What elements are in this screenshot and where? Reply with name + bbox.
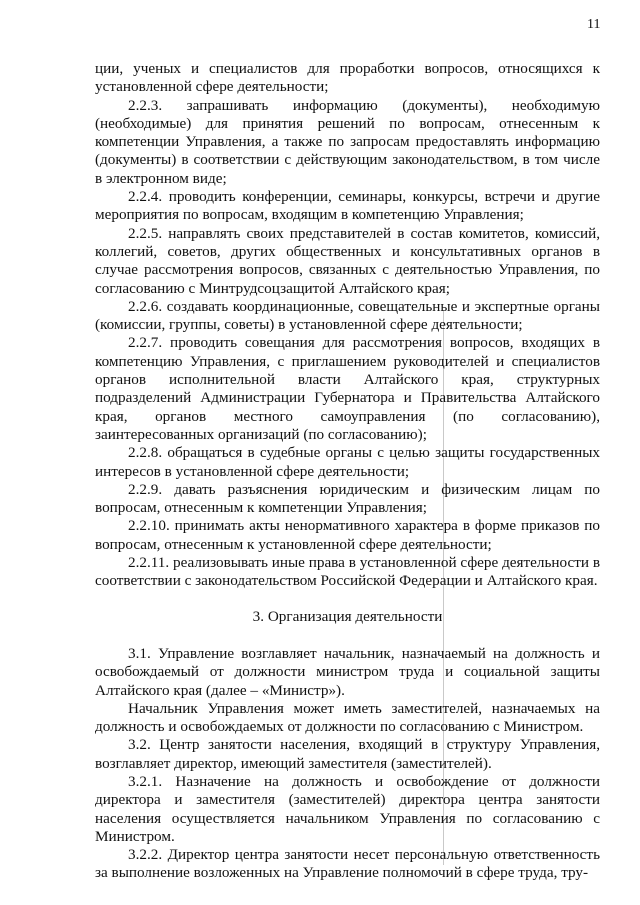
paragraph-2-2-4: 2.2.4. проводить конференции, семинары, конкурсы, встречи и другие мероприятия по вопросам, входящим в компетенцию Управления; — [95, 188, 600, 224]
paragraph-2-2-6: 2.2.6. создавать координационные, совещательные и экспертные органы (комиссии, группы, советы) в установленной сфере деятельности; — [95, 297, 600, 334]
paragraph-deputies: Начальник Управления может иметь заместителей, назначаемых на должность и освобождаемых от должности по согласованию с Министром. — [95, 699, 600, 736]
paragraph-2-2-10: 2.2.10. принимать акты ненормативного характера в форме приказов по вопросам, отнесенным к установленной сфере деятельности; — [95, 517, 600, 553]
paragraph-3-1: 3.1. Управление возглавляет начальник, назначаемый на должность и освобождаемый от должности министром труда и социальной защиты Алтайского края (далее – «Министр»). — [95, 644, 600, 699]
paragraph-2-2-11: 2.2.11. реализовывать иные права в установленной сфере деятельности в соответствии с законодательством Российской Федерации и Алтайского края. — [95, 554, 600, 590]
page-number: 11 — [587, 17, 601, 32]
paragraph-2-2-9: 2.2.9. давать разъяснения юридическим и физическим лицам по вопросам, отнесенным к компетенции Управления; — [95, 480, 600, 517]
document-body — [95, 60, 600, 883]
paragraph-2-2-7: 2.2.7. проводить совещания для рассмотрения вопросов, входящих в компетенцию Управления, с приглашением руководителей и специалистов органов исполнительной власти Алтайского края, структурных подразделений Администрации Губернатора и Правительства Алтайского края, органов местного самоуправления (по согласованию), заинтересованных организаций (по согласованию); — [95, 334, 600, 443]
paragraph-2-2-5: 2.2.5. направлять своих представителей в состав комитетов, комиссий, коллегий, советов, других общественных и консультативных органов в случае рассмотрения вопросов, связанных с деятельностью Управления, по согласованию с Минтрудсоцзащитой Алтайского края; — [95, 224, 600, 297]
paragraph-continuation: ции, ученых и специалистов для проработки вопросов, относящихся к установленной сфере деятельности; — [95, 60, 600, 96]
section-heading: 3. Организация деятельности — [252, 607, 443, 625]
paragraph-3-2-2: 3.2.2. Директор центра занятости несет персональную ответственность за выполнение возложенных на Управление полномочий в сфере труда, тру- — [95, 846, 600, 882]
paragraph-3-2-1: 3.2.1. Назначение на должность и освобождение от должности директора и заместителя (заместителей) директора центра занятости населения осуществляется начальником Управления по согласованию с Министром. — [95, 772, 600, 845]
paragraph-3-2: 3.2. Центр занятости населения, входящий в структуру Управления, возглавляет директор, имеющий заместителя (заместителей). — [95, 736, 600, 772]
paragraph-2-2-3: 2.2.3. запрашивать информацию (документы), необходимую (необходимые) для принятия решений по вопросам, отнесенным к компетенции Управления, а также по запросам предоставлять информацию (документы) в соответствии с действующим законодательством, в том числе в электронном виде; — [95, 96, 600, 187]
paragraph-2-2-8: 2.2.8. обращаться в судебные органы с целью защиты государственных интересов в установленной сфере деятельности; — [95, 444, 600, 480]
